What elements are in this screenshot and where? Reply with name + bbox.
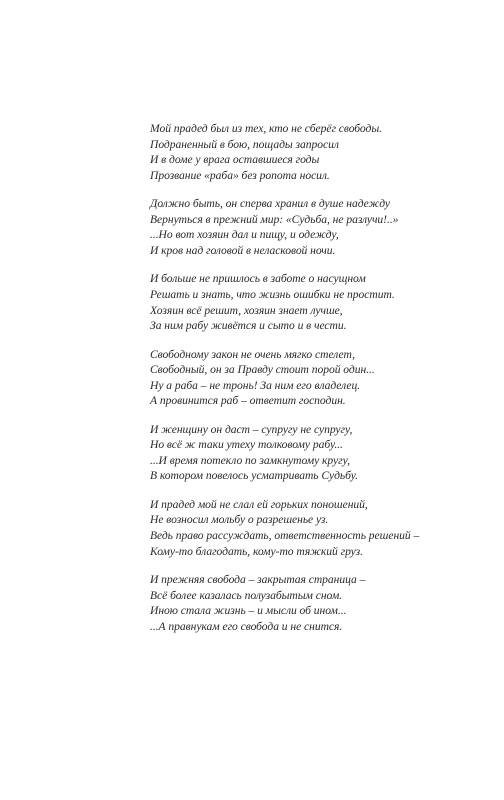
stanza — [150, 196, 480, 258]
verse-line: Подраненный в бою, пощады запросил — [150, 137, 339, 151]
verse-line: Кому-то благодать, кому-то тяжкий груз. — [150, 544, 363, 558]
verse-line: За ним рабу живётся и сыто и в чести. — [150, 319, 347, 333]
verse-line: Всё более казалась полузабытым сном. — [150, 588, 343, 602]
verse-line: Должно быть, он сперва хранил в душе надежду — [150, 197, 390, 211]
stanza — [150, 347, 480, 409]
verse-line: Но всё ж таки утеху толковому рабу... — [150, 438, 343, 452]
verse-line: В котором повелось усматривать Судьбу. — [150, 469, 359, 483]
stanza — [150, 271, 480, 333]
verse-line: И кров над головой в неласковой ночи. — [150, 243, 336, 257]
verse-line: Решать и знать, что жизнь ошибки не простит. — [150, 287, 395, 301]
verse-line: А провинится раб – ответит господин. — [150, 394, 346, 408]
verse-line: И прежняя свобода – закрытая страница – — [150, 573, 366, 587]
verse-line: И прадед мой не слал ей горьких поношений, — [150, 497, 368, 511]
verse-line: Иною стала жизнь – и мысли об ином... — [150, 604, 347, 618]
verse-line: И женщину он даст – супругу не супругу, — [150, 422, 353, 436]
verse-line: Ведь право рассуждать, ответственность решений – — [150, 529, 420, 543]
verse-line: ...И время потекло по замкнутому кругу, — [150, 453, 350, 467]
verse-line: И в доме у врага оставшиеся годы — [150, 153, 320, 167]
verse-line: Свободному закон не очень мягко стелет, — [150, 347, 355, 361]
verse-line: Вернуться в прежний мир: «Судьба, не разлучи!..» — [150, 212, 399, 226]
verse-line: ...А правнукам его свобода и не снится. — [150, 619, 343, 633]
stanza — [150, 497, 480, 559]
poem-text — [150, 121, 480, 647]
verse-line: Мой прадед был из тех, кто не сберёг свободы. — [150, 122, 382, 135]
verse-line: Не возносил мольбу о разрешенье уз. — [150, 513, 329, 527]
verse-line: И больше не пришлось в заботе о насущном — [150, 272, 366, 286]
verse-line: Свободный, он за Правду стоит порой один... — [150, 363, 375, 377]
stanza — [150, 422, 480, 484]
verse-line: Хозяин всё решит, хозяин знает лучше, — [150, 303, 343, 317]
verse-line: ...Но вот хозяин дал и пищу, и одежду, — [150, 228, 339, 242]
verse-line: Ну а раба – не тронь! За ним его владелец. — [150, 378, 361, 392]
stanza — [150, 572, 480, 634]
stanza — [150, 121, 480, 183]
verse-line: Прозвание «раба» без ропота носил. — [150, 168, 330, 182]
